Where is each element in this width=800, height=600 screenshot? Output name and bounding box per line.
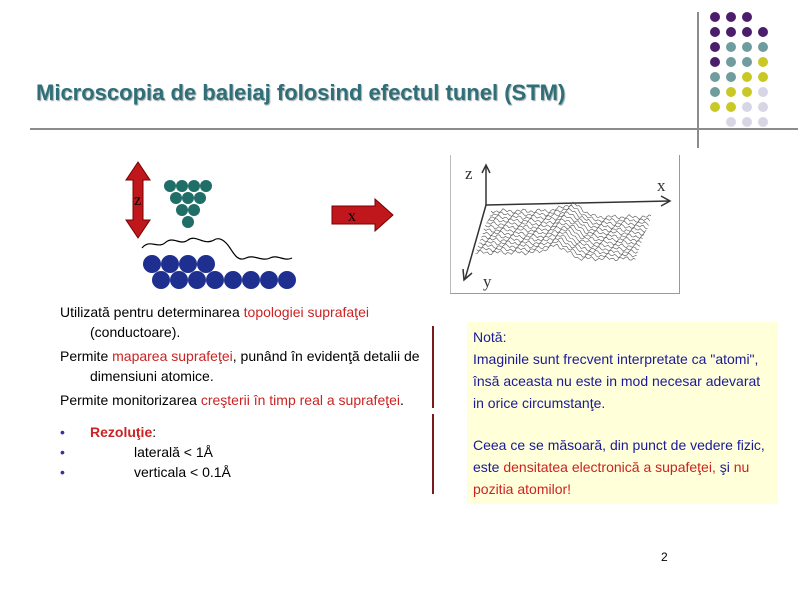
decorative-dot [742, 117, 752, 127]
decorative-dot [758, 72, 768, 82]
note-box [467, 322, 778, 504]
decorative-dot [742, 102, 752, 112]
resolution-colon: : [152, 424, 157, 440]
tip-trajectory [142, 238, 292, 259]
decorative-dot [726, 72, 736, 82]
decorative-dot [726, 27, 736, 37]
stm-y-axis-label: y [483, 272, 492, 291]
resolution-lateral-text: laterală < 1Å [134, 444, 213, 460]
resolution-vertical-text: verticala < 0.1Å [134, 464, 231, 480]
note-divider [432, 326, 434, 408]
bullet-icon: • [60, 444, 65, 460]
decorative-dot [726, 87, 736, 97]
decorative-dot [758, 102, 768, 112]
note-text: Ceea ce se măsoară, din punct de vedere fizic, este [473, 437, 765, 475]
note-text: şi [715, 459, 734, 475]
bullet-topology [60, 302, 420, 342]
note-divider [432, 414, 434, 494]
stm-scan-image [450, 155, 680, 294]
bullet-text: Permite [60, 348, 113, 364]
bullet-text: (conductoare). [90, 324, 181, 340]
decorative-dot [742, 42, 752, 52]
resolution-vertical [60, 462, 420, 482]
decorative-dot [742, 57, 752, 67]
decorative-dot [758, 57, 768, 67]
stm-x-axis-label: x [657, 176, 666, 195]
decorative-dot [742, 27, 752, 37]
decorative-dot [758, 87, 768, 97]
decorative-dot [742, 87, 752, 97]
note-heading: Notă: [473, 329, 507, 345]
note-line-2 [473, 434, 772, 500]
resolution-heading [60, 422, 420, 442]
resolution-lateral [60, 442, 420, 462]
decorative-dot [726, 102, 736, 112]
decorative-dot [710, 42, 720, 52]
x-label: x [348, 208, 356, 225]
resolution-label: Rezoluţie [90, 424, 153, 440]
z-label: z [134, 192, 142, 209]
stm-surface-traces [475, 202, 651, 261]
decorative-dot [710, 72, 720, 82]
resolution-list [60, 422, 420, 482]
decorative-dot [726, 42, 736, 52]
bullet-text: Permite monitorizarea [60, 392, 201, 408]
decorative-dot [710, 87, 720, 97]
bullet-highlight: creşterii în timp real a suprafeţei [200, 392, 401, 408]
bullet-monitoring [60, 390, 420, 410]
decorative-dot-grid [710, 12, 780, 132]
note-highlight: nu pozitia atomilor! [473, 459, 750, 497]
tip-atoms [164, 180, 212, 228]
decorative-dot [758, 117, 768, 127]
decorative-dot [758, 42, 768, 52]
stm-trace-line [489, 208, 649, 226]
decorative-dot [710, 27, 720, 37]
x-scan-arrow [330, 198, 395, 232]
decorative-dot [710, 12, 720, 22]
bullet-icon: • [60, 424, 65, 440]
bullet-mapping [60, 346, 420, 386]
decorative-dot [726, 57, 736, 67]
decorative-dot [742, 12, 752, 22]
decorative-dot [726, 12, 736, 22]
bullet-text: , punând în evidenţă detalii de dimensiuni atomice. [90, 348, 420, 384]
note-line-1: Imaginile sunt frecvent interpretate ca "atomi", însă aceasta nu este in mod necesar adevarat in orice circumstanţe. [473, 351, 761, 411]
bullet-highlight: maparea suprafeţei [112, 348, 233, 364]
content-bullets [60, 302, 420, 482]
stm-trace-line [490, 205, 650, 222]
surface-atoms [143, 255, 296, 289]
bullet-text: . [400, 392, 404, 408]
stm-trace-line [479, 235, 639, 252]
stm-trace-line [475, 244, 635, 260]
decorative-dot [710, 57, 720, 67]
horizontal-rule [30, 128, 798, 130]
bullet-text: Utilizată pentru determinarea [60, 304, 244, 320]
bullet-icon: • [60, 464, 65, 480]
stm-tip-diagram [120, 150, 300, 300]
bullet-highlight: topologiei suprafaţei [243, 304, 369, 320]
decorative-dot [726, 117, 736, 127]
decorative-dot [758, 27, 768, 37]
note-highlight: densitatea electronică a supafeţei, [503, 459, 716, 475]
stm-z-axis-label: z [465, 164, 473, 183]
decorative-dot [710, 102, 720, 112]
page-number: 2 [661, 550, 668, 564]
slide-title: Microscopia de baleiaj folosind efectul tunel (STM) [36, 80, 566, 105]
decorative-dot [742, 72, 752, 82]
